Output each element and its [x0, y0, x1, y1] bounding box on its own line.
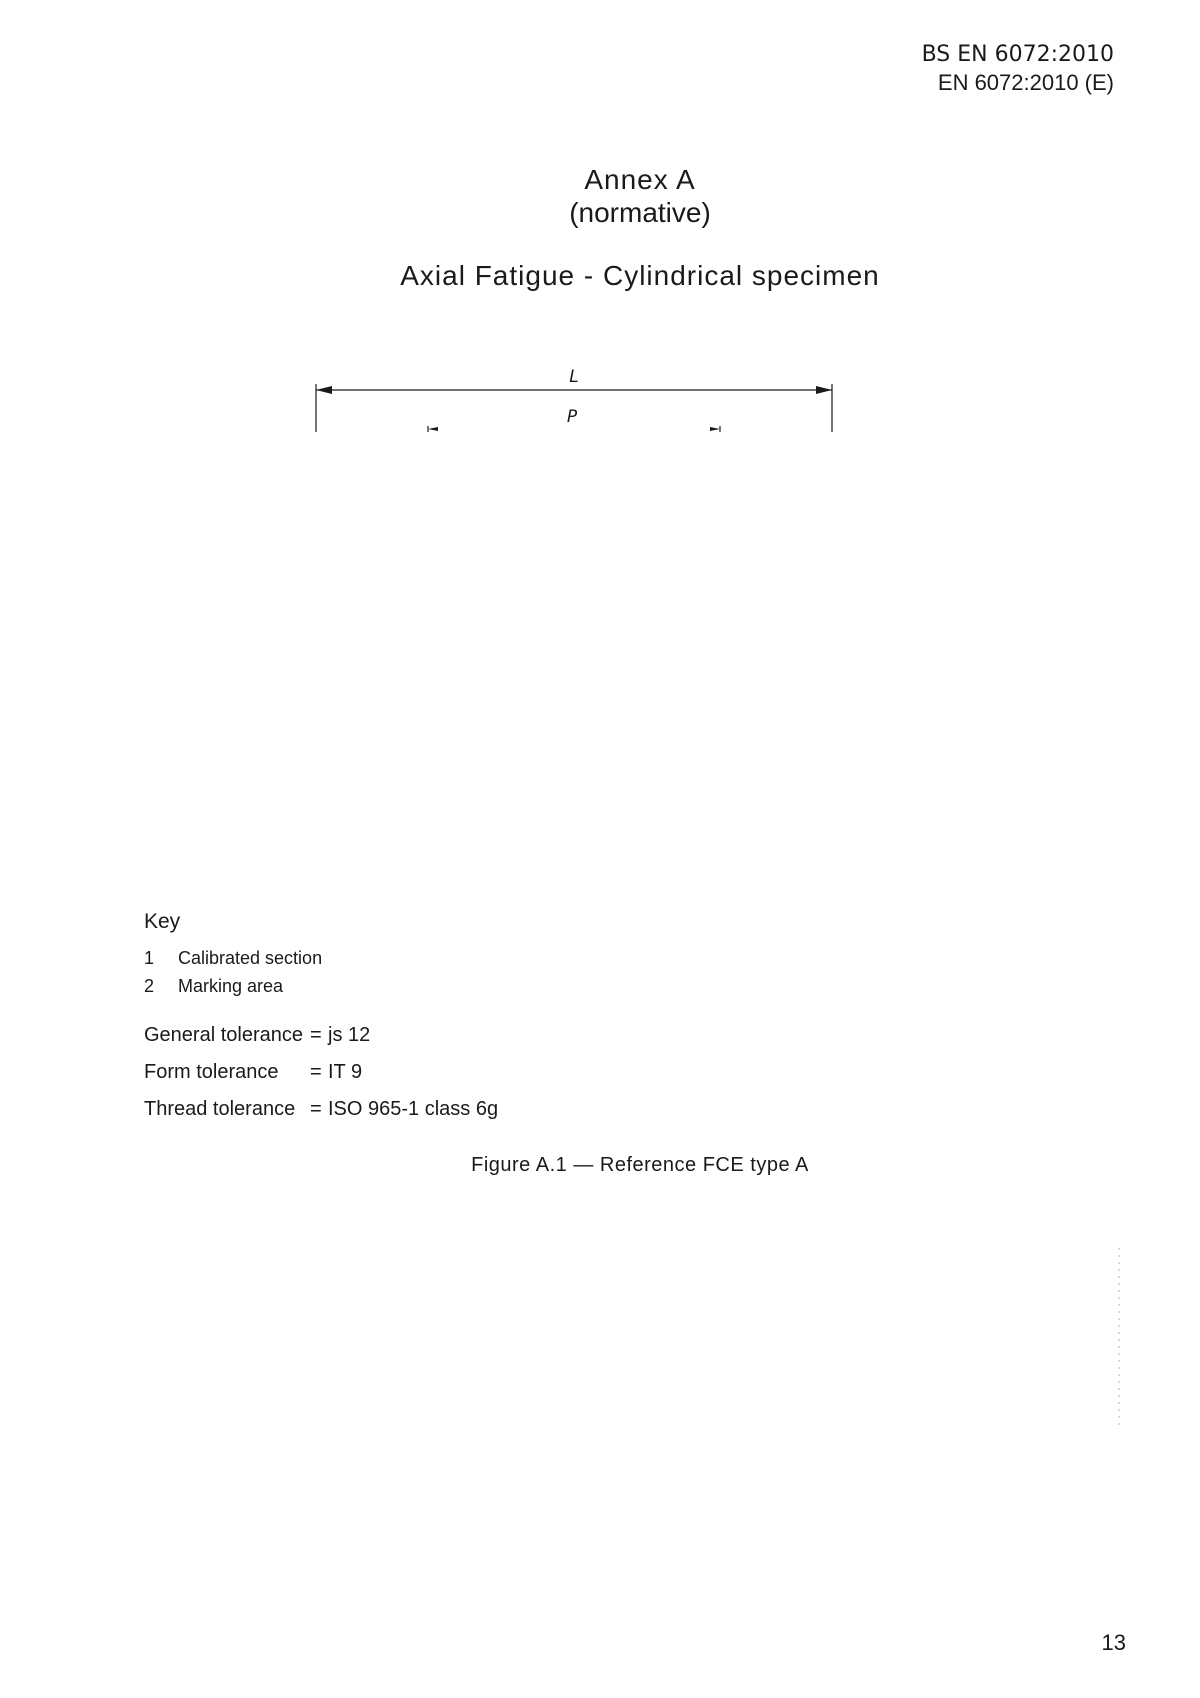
- key-item-number: 1: [144, 948, 155, 968]
- p-label: P: [566, 407, 578, 427]
- annex-type: (normative): [569, 197, 711, 228]
- tolerance-label: Thread tolerance: [144, 1098, 296, 1120]
- key-item: [144, 948, 322, 969]
- scan-artifact: [1118, 1248, 1120, 1428]
- specimen-drawing-svg: [310, 360, 850, 440]
- specimen-drawing: [310, 360, 850, 440]
- tolerance-equals: =: [310, 1061, 322, 1083]
- tolerance-row: [144, 1098, 498, 1121]
- length-label: L: [569, 367, 579, 387]
- standard-number-bs: BS EN 6072:2010: [921, 42, 1114, 67]
- key-item-label: Marking area: [178, 976, 284, 996]
- annex-heading: Axial Fatigue - Cylindrical specimen: [400, 260, 880, 291]
- key-title: Key: [144, 910, 181, 933]
- page-number: 13: [1101, 1630, 1126, 1655]
- tolerance-row: [144, 1024, 370, 1047]
- p-right-arrow: [710, 427, 720, 431]
- key-item: [144, 976, 283, 997]
- figure-caption: Figure A.1 — Reference FCE type A: [471, 1154, 809, 1176]
- tolerance-value: IT 9: [328, 1061, 363, 1083]
- tolerance-label: General tolerance: [144, 1024, 303, 1046]
- tolerance-label: Form tolerance: [144, 1061, 279, 1083]
- tolerance-value: js 12: [328, 1024, 371, 1046]
- tolerance-equals: =: [310, 1024, 322, 1046]
- right-arrowhead: [816, 386, 832, 394]
- tolerance-equals: =: [310, 1098, 322, 1120]
- tolerance-value: ISO 965-1 class 6g: [328, 1098, 499, 1120]
- tolerance-row: [144, 1061, 362, 1084]
- key-item-number: 2: [144, 976, 155, 996]
- key-item-label: Calibrated section: [178, 948, 323, 968]
- left-arrowhead: [316, 386, 332, 394]
- standard-number-en: EN 6072:2010 (E): [937, 70, 1114, 95]
- p-left-arrow: [428, 427, 438, 431]
- annex-title: Annex A: [584, 164, 696, 195]
